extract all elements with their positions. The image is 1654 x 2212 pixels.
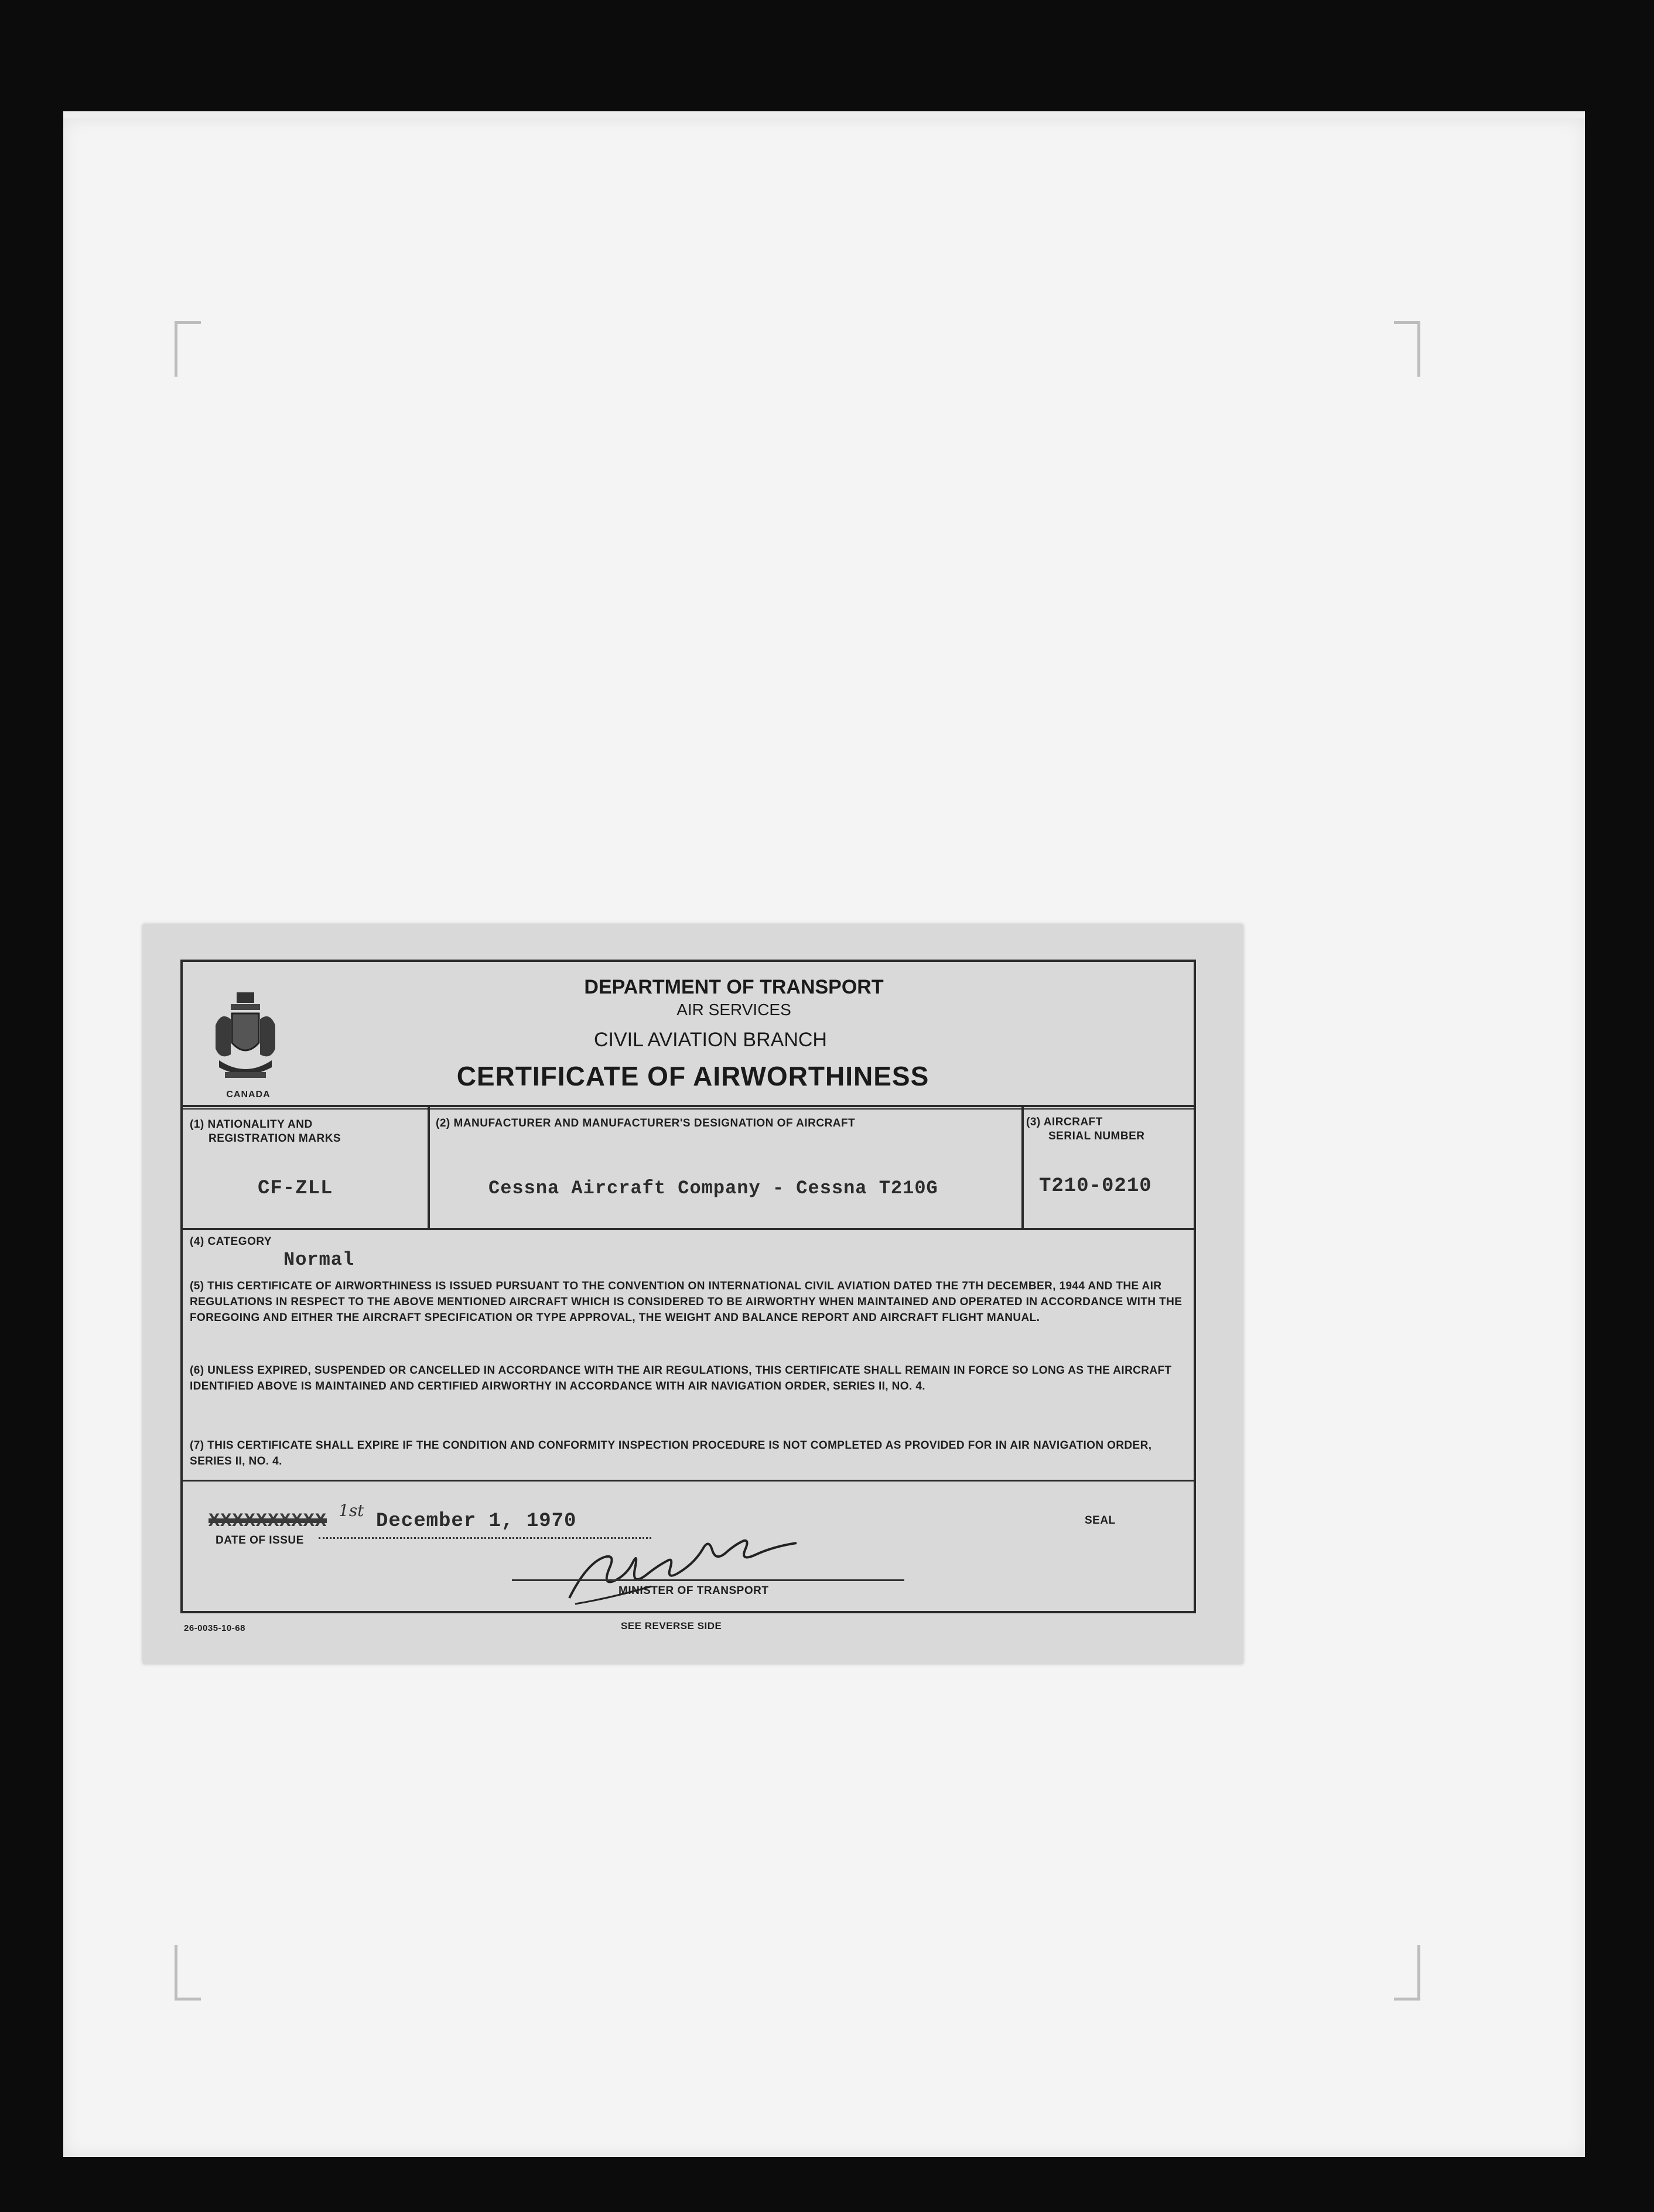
serial-label-line1: (3) AIRCRAFT <box>1026 1116 1103 1128</box>
issue-date-value: December 1, 1970 <box>376 1510 577 1532</box>
signature-line <box>512 1579 904 1581</box>
grid-line-top <box>183 1105 1196 1107</box>
grid-divider-1 <box>428 1107 430 1229</box>
paragraph-6: (6) UNLESS EXPIRED, SUSPENDED OR CANCELLED IN ACCORDANCE WITH THE AIR REGULATIONS, THIS CERTIFICATE SHALL REMAIN IN FORCE SO LONG AS THE AIRCRAFT IDENTIFIED ABOVE IS MAINTAINED AND CERTIFIED AIRWORTHY IN ACCORDANCE WITH AIR NAVIGATION ORDER, SERIES II, NO. 4. <box>190 1364 1172 1392</box>
crop-mark-bottom-left <box>175 1945 201 2001</box>
serial-value: T210-0210 <box>1039 1175 1152 1197</box>
grid-line-middle <box>183 1228 1196 1230</box>
paragraph-5: (5) THIS CERTIFICATE OF AIRWORTHINESS IS ISSUED PURSUANT TO THE CONVENTION ON INTERNATIONAL CIVIL AVIATION DATED THE 7TH DECEMBER, 1944 AND THE AIR REGULATIONS IN RESPECT TO THE ABOVE MENTIONED AIRCRAFT WHICH IS CONSIDERED TO BE AIRWORTHY WHEN MAINTAINED AND OPERATED IN ACCORDANCE WITH THE FOREGOING AND EITHER THE AIRCRAFT SPECIFICATION OR TYPE APPROVAL, THE WEIGHT AND BALANCE REPORT AND AIRCRAFT FLIGHT MANUAL. <box>190 1280 1183 1324</box>
grid-line-top-second <box>183 1108 1196 1110</box>
form-number: 26-0035-10-68 <box>184 1623 245 1633</box>
crest-caption: CANADA <box>226 1090 271 1100</box>
registration-value: CF-ZLL <box>258 1177 333 1200</box>
nationality-label-line1: (1) NATIONALITY AND <box>190 1118 313 1131</box>
date-of-issue-label: DATE OF ISSUE <box>216 1534 304 1547</box>
see-reverse-note: SEE REVERSE SIDE <box>621 1620 722 1631</box>
crop-mark-top-left <box>175 321 201 377</box>
handwritten-day: 1st <box>339 1501 364 1520</box>
airworthiness-certificate <box>143 924 1243 1664</box>
branch-heading: CIVIL AVIATION BRANCH <box>593 1029 827 1051</box>
minister-label: MINISTER OF TRANSPORT <box>618 1585 769 1597</box>
department-heading: DEPARTMENT OF TRANSPORT <box>584 976 884 998</box>
nationality-label-line2: REGISTRATION MARKS <box>209 1132 341 1145</box>
crop-mark-bottom-right <box>1394 1945 1420 2001</box>
certificate-title: CERTIFICATE OF AIRWORTHINESS <box>456 1061 929 1091</box>
grid-divider-2 <box>1021 1107 1024 1229</box>
manufacturer-value: Cessna Aircraft Company - Cessna T210G <box>488 1177 938 1199</box>
services-heading: AIR SERVICES <box>676 1001 791 1019</box>
grid-line-lower <box>183 1480 1196 1482</box>
crop-mark-top-right <box>1394 321 1420 377</box>
manufacturer-label: (2) MANUFACTURER AND MANUFACTURER'S DESIGNATION OF AIRCRAFT <box>436 1117 856 1129</box>
category-label: (4) CATEGORY <box>190 1235 272 1248</box>
paragraph-7: (7) THIS CERTIFICATE SHALL EXPIRE IF THE CONDITION AND CONFORMITY INSPECTION PROCEDURE IS NOT COMPLETED AS PROVIDED FOR IN AIR NAVIGATION ORDER, SERIES II, NO. 4. <box>190 1439 1152 1467</box>
seal-label: SEAL <box>1085 1514 1116 1527</box>
struck-text: XXXXXXXXXX <box>209 1510 327 1532</box>
category-value: Normal <box>283 1249 355 1271</box>
serial-label-line2: SERIAL NUMBER <box>1048 1130 1145 1142</box>
minister-signature <box>563 1534 845 1610</box>
